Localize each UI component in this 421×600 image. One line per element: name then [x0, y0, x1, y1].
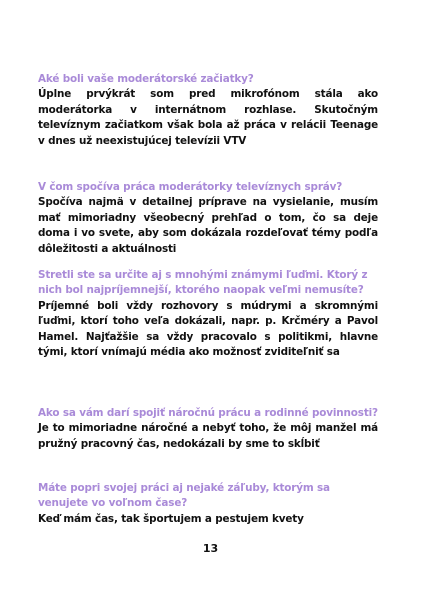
answer-4: Je to mimoriadne náročné a nebyť toho, že môj manžel má pružný pracovný čas, nedokázali by sme to skĺbiť — [38, 422, 378, 450]
page-number: 13 — [202, 542, 219, 555]
answer-5: Keď mám čas, tak športujem a pestujem kvety — [38, 512, 304, 525]
answer-1: Úplne prvýkrát som pred mikrofónom stála ako moderátorka v internátnom rozhlase. Skutočným televíznym začiatkom však bola až práca v relácii Teenage v dnes už neexistujúcej televízii VTV — [38, 88, 378, 147]
question-1: Aké boli vaše moderátorské začiatky? — [38, 73, 254, 85]
question-2: V čom spočíva práca moderátorky televíznych správ? — [38, 181, 343, 193]
qa-section-4 — [38, 406, 378, 452]
qa-section-2 — [38, 180, 378, 257]
question-3: Stretli ste sa určite aj s mnohými známymi ľuďmi. Ktorý z nich bol najpríjemnejší, ktorého naopak veľmi nemusíte? — [38, 269, 368, 297]
answer-2: Spočíva najmä v detailnej príprave na vysielanie, musím mať mimoriadny všeobecný prehľad o tom, čo sa deje doma i vo svete, aby som dokázala rozdeľovať témy podľa dôležitosti a aktuálnosti — [38, 196, 378, 255]
qa-section-1 — [38, 72, 378, 149]
qa-section-5 — [38, 481, 378, 527]
answer-3: Príjemné boli vždy rozhovory s múdrymi a skromnými ľuďmi, ktorí toho veľa dokázali, napr. p. Krčméry a Pavol Hamel. Najťažšie sa vždy pracovalo s politikmi, hlavne tými, ktorí vnímajú média ako možnosť zviditeľniť sa — [38, 299, 378, 359]
qa-section-3 — [38, 268, 378, 360]
question-5: Máte popri svojej práci aj nejaké záľuby, ktorým sa venujete vo voľnom čase? — [38, 482, 330, 510]
question-4: Ako sa vám darí spojiť náročnú prácu a rodinné povinnosti? — [38, 407, 378, 419]
